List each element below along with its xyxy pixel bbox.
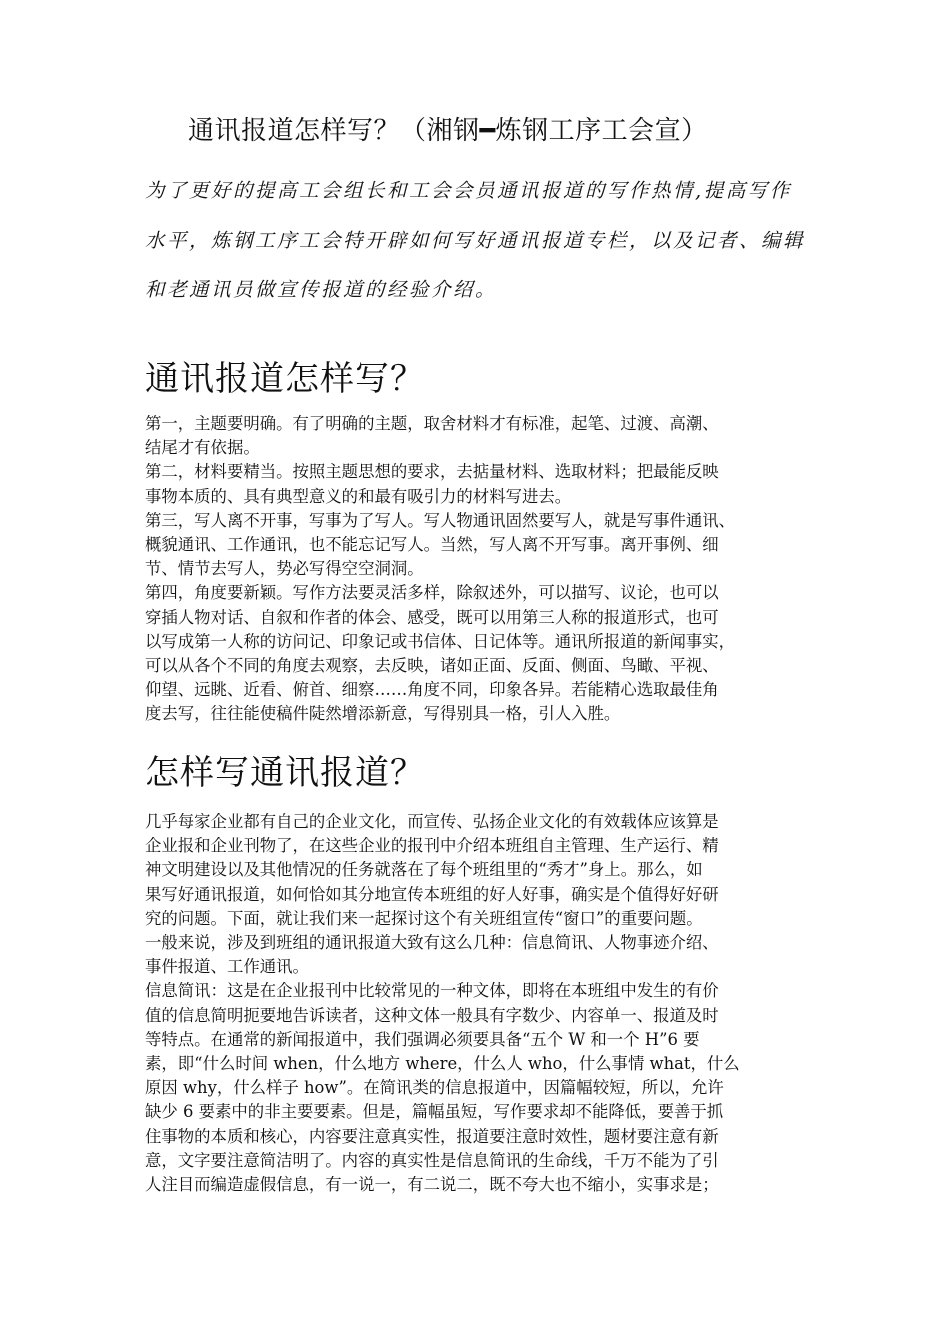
- text-line: 仰望、远眺、近看、俯首、细察……角度不同，印象各异。若能精心选取最佳角: [145, 680, 719, 700]
- text-line: 以写成第一人称的访问记、印象记或书信体、日记体等。通讯所报道的新闻事实，: [145, 631, 736, 651]
- section-heading-2: 怎样写通讯报道？: [145, 753, 425, 793]
- text-line: 概貌通讯、工作通讯，也不能忘记写人。当然，写人离不开写事。离开事例、细: [145, 535, 719, 555]
- intro-paragraph: [145, 166, 813, 315]
- text-line: 缺少 6 要素中的非主要要素。但是，篇幅虽短，写作要求却不能降低，要善于抓: [145, 1102, 724, 1122]
- text-line: 人注目而编造虚假信息，有一说一，有二说二，既不夸大也不缩小，实事求是；: [145, 1175, 719, 1195]
- text-line: 等特点。在通常的新闻报道中，我们强调必须要具备“五个 W 和一个 H”6 要: [145, 1029, 700, 1049]
- text-line: 一般来说，涉及到班组的通讯报道大致有这么几种：信息简讯、人物事迹介绍、: [145, 933, 719, 953]
- text-line: 度去写，往往能使稿件陡然增添新意，写得别具一格，引人入胜。: [145, 704, 621, 724]
- text-line: 果写好通讯报道，如何恰如其分地宣传本班组的好人好事，确实是个值得好好研: [145, 884, 719, 904]
- text-line: 住事物的本质和核心，内容要注意真实性，报道要注意时效性，题材要注意有新: [145, 1126, 719, 1146]
- text-line: 第二，材料要精当。按照主题思想的要求，去掂量材料、选取材料；把最能反映: [145, 462, 719, 482]
- text-line: 事物本质的、具有典型意义的和最有吸引力的材料写进去。: [145, 486, 572, 506]
- section-heading-1: 通讯报道怎样写？: [145, 359, 425, 399]
- intro-line: 水平，炼钢工序工会特开辟如何写好通讯报道专栏，以及记者、编辑: [145, 228, 806, 252]
- text-line: 第四，角度要新颖。写作方法要灵活多样，除叙述外，可以描写、议论，也可以: [145, 583, 719, 603]
- text-line: 几乎每家企业都有自己的企业文化，而宣传、弘扬企业文化的有效载体应该算是: [145, 812, 719, 831]
- text-line: 神文明建设以及其他情况的任务就落在了每个班组里的“秀才”身上。那么，如: [145, 860, 703, 880]
- section-1-body: [145, 412, 813, 727]
- section-2-body: [145, 810, 813, 1197]
- text-line: 意，文字要注意简洁明了。内容的真实性是信息简讯的生命线，千万不能为了引: [145, 1150, 719, 1170]
- text-line: 原因 why，什么样子 how”。在简讯类的信息报道中，因篇幅较短，所以，允许: [145, 1078, 724, 1098]
- text-line: 事件报道、工作通讯。: [145, 957, 309, 977]
- text-line: 第三，写人离不开事，写事为了写人。写人物通讯固然要写人，就是写事件通讯、: [145, 510, 736, 530]
- intro-line: 为了更好的提高工会组长和工会会员通讯报道的写作热情,提高写作: [145, 179, 792, 202]
- text-line: 第一，主题要明确。有了明确的主题，取舍材料才有标准，起笔、过渡、高潮、: [145, 414, 719, 433]
- document-title: 通讯报道怎样写？（湘钢━炼钢工序工会宣）: [188, 116, 708, 146]
- text-line: 值的信息简明扼要地告诉读者，这种文体一般具有字数少、内容单一、报道及时: [145, 1005, 719, 1025]
- text-line: 可以从各个不同的角度去观察，去反映，诸如正面、反面、侧面、鸟瞰、平视、: [145, 656, 719, 676]
- text-line: 结尾才有依据。: [145, 438, 260, 458]
- text-line: 素，即“什么时间 when，什么地方 where，什么人 who，什么事情 what，什么: [145, 1054, 740, 1074]
- text-line: 节、情节去写人，势必写得空空洞洞。: [145, 559, 424, 579]
- text-line: 企业报和企业刊物了，在这些企业的报刊中介绍本班组自主管理、生产运行、精: [145, 836, 719, 856]
- text-line: 穿插人物对话、自叙和作者的体会、感受，既可以用第三人称的报道形式，也可: [145, 607, 719, 627]
- text-line: 信息简讯：这是在企业报刊中比较常见的一种文体，即将在本班组中发生的有价: [145, 981, 719, 1001]
- intro-line: 和老通讯员做宣传报道的经验介绍。: [145, 278, 498, 301]
- text-line: 究的问题。下面，就让我们来一起探讨这个有关班组宣传“窗口”的重要问题。: [145, 908, 703, 928]
